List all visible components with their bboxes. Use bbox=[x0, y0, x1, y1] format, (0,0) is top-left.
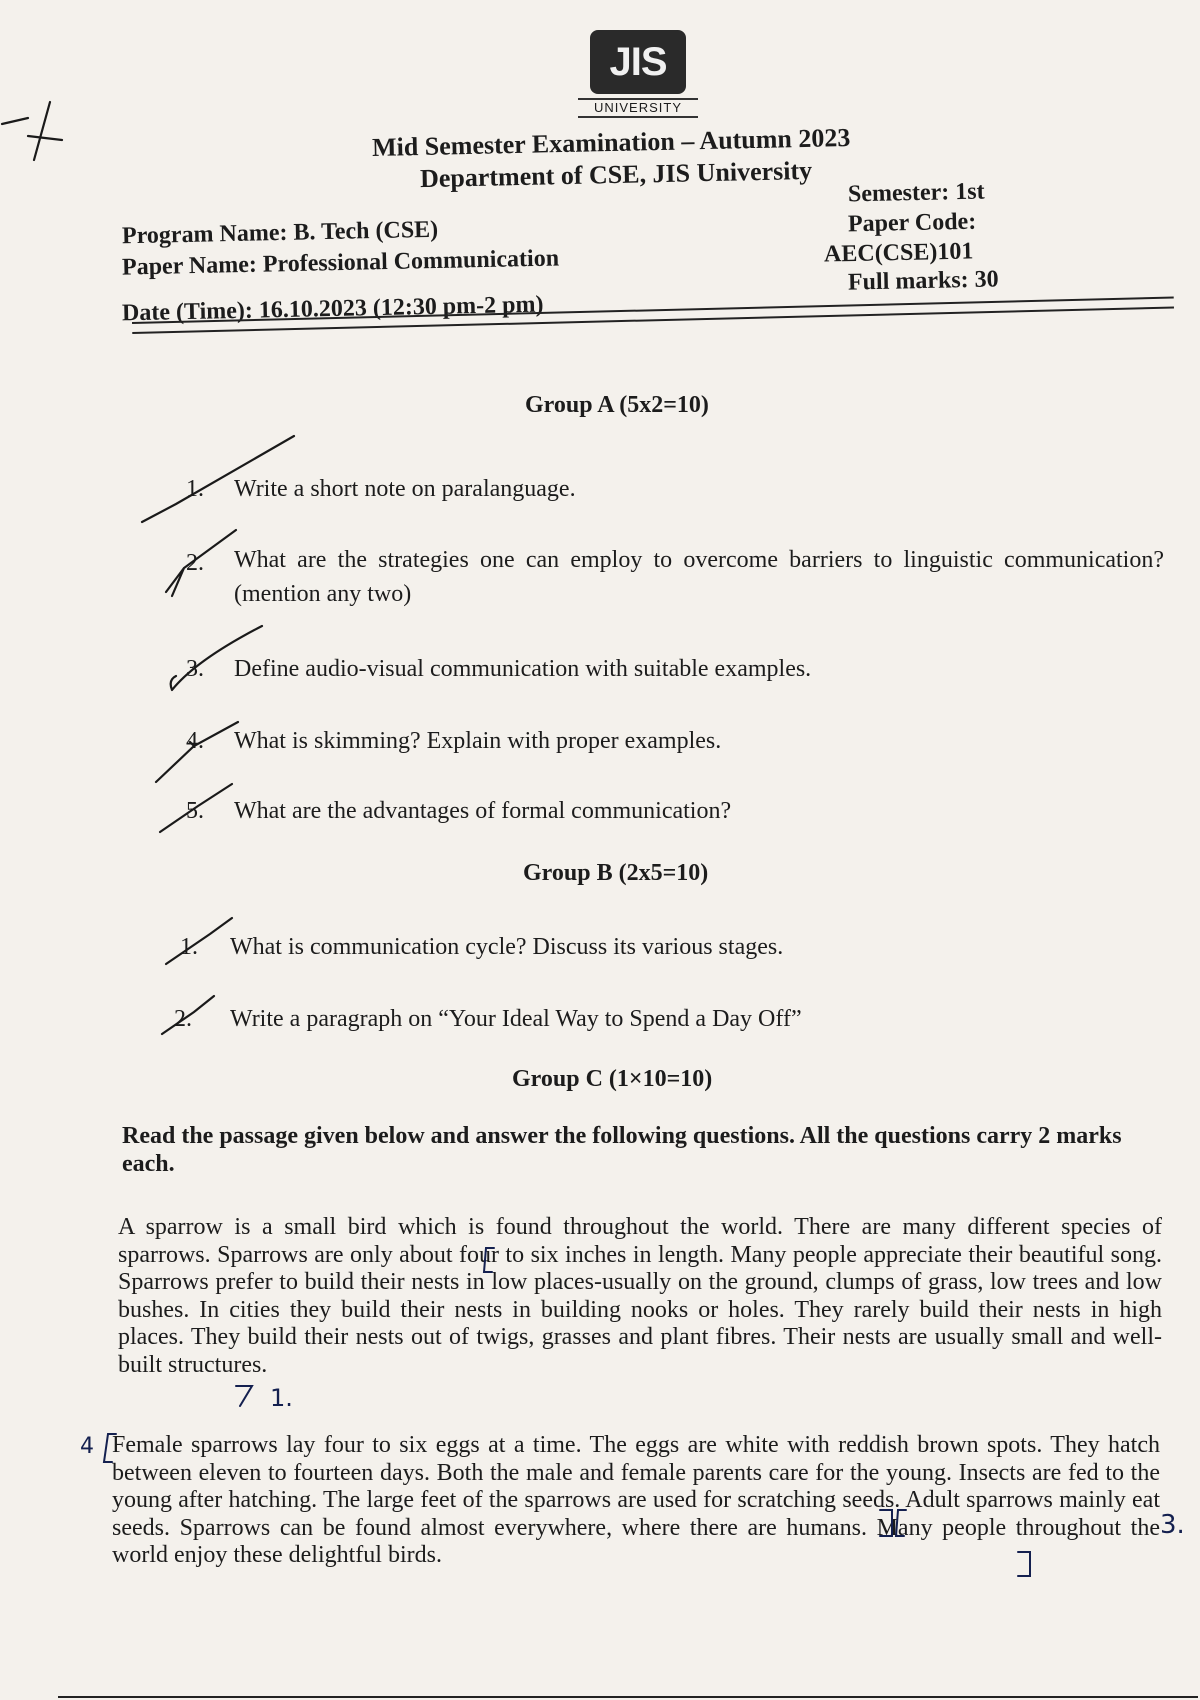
tick-mark-a3 bbox=[171, 626, 262, 690]
tick-mark-a1 bbox=[142, 436, 294, 522]
group-a-q1-text: Write a short note on paralanguage. bbox=[234, 476, 576, 502]
handwritten-mark-1: 1. bbox=[270, 1384, 293, 1412]
tick-mark-a2 bbox=[166, 530, 236, 596]
group-a-q4-text: What is skimming? Explain with proper examples. bbox=[234, 728, 722, 754]
bottom-divider bbox=[58, 1696, 1198, 1698]
passage-paragraph-1: A sparrow is a small bird which is found throughout the world. There are many different species of sparrows. Sparrows are only about four to six inches in length. Many people appreciate their beautiful song. Sparrows prefer to build their nests in low places-usually on the ground, clumps of grass, low trees and low bushes. In cities they build their nests in building nooks or holes. They rarely build their nests in high places. They build their nests out of twigs, grasses and plant fibres. Their nests are usually small and well-built structures. bbox=[118, 1214, 1162, 1378]
handwritten-mark-4: 4 bbox=[80, 1434, 94, 1459]
bracket-open-2 bbox=[104, 1434, 116, 1462]
university-logo-subtitle: UNIVERSITY bbox=[578, 98, 698, 118]
program-name: Program Name: B. Tech (CSE) bbox=[121, 216, 439, 250]
group-a-q1-number: 1. bbox=[186, 476, 204, 502]
paper-name: Paper Name: Professional Communication bbox=[121, 245, 560, 281]
group-c-instruction: Read the passage given below and answer the following questions. All the questions carry 2 marks each. bbox=[122, 1123, 1122, 1177]
group-a-q5-number: 5. bbox=[186, 798, 204, 824]
full-marks: Full marks: 30 bbox=[847, 266, 999, 296]
tick-mark-b1 bbox=[166, 918, 232, 964]
date-time: Date (Time): 16.10.2023 (12:30 pm-2 pm) bbox=[121, 291, 544, 327]
bracket-close-1 bbox=[236, 1386, 252, 1406]
tick-mark-corner bbox=[2, 102, 62, 160]
group-a-q3-text: Define audio-visual communication with suitable examples. bbox=[234, 656, 812, 682]
group-b-q2-number: 2. bbox=[174, 1006, 192, 1032]
group-a-q3-number: 3. bbox=[186, 656, 204, 682]
group-a-q2-number: 2. bbox=[186, 550, 204, 576]
department-title: Department of CSE, JIS University bbox=[419, 155, 813, 194]
bracket-open-3 bbox=[896, 1510, 906, 1536]
group-a-q2-text: What are the strategies one can employ to overcome barriers to linguistic communication? (mention any two) bbox=[234, 547, 1164, 607]
university-logo: JIS bbox=[590, 30, 686, 94]
semester: Semester: 1st bbox=[847, 178, 985, 208]
handwritten-mark-3: 3. bbox=[1160, 1510, 1185, 1540]
bracket-close-2 bbox=[880, 1510, 892, 1536]
tick-mark-a4 bbox=[156, 722, 238, 782]
group-a-q4-number: 4. bbox=[186, 728, 204, 754]
passage-paragraph-2: Female sparrows lay four to six eggs at a time. The eggs are white with reddish brown spots. They hatch between eleven to fourteen days. Both the male and female parents care for the young. Insects are fed to the young after hatching. The large feet of the sparrows are used for scratching seeds. Adult sparrows mainly eat seeds. Sparrows can be found almost everywhere, where there are humans. Many people throughout the world enjoy these delightful birds. bbox=[112, 1432, 1160, 1568]
group-a-title: Group A (5x2=10) bbox=[525, 392, 709, 418]
group-b-q1-text: What is communication cycle? Discuss its various stages. bbox=[230, 934, 784, 960]
group-a-q5-text: What are the advantages of formal communication? bbox=[234, 798, 732, 824]
bracket-close-3 bbox=[1018, 1552, 1030, 1576]
tick-mark-a5 bbox=[160, 784, 232, 832]
group-b-title: Group B (2x5=10) bbox=[523, 860, 709, 886]
paper-code: AEC(CSE)101 bbox=[823, 238, 974, 268]
tick-mark-b2 bbox=[162, 996, 214, 1034]
bracket-open-1 bbox=[484, 1248, 494, 1272]
group-b-q2-text: Write a paragraph on “Your Ideal Way to Spend a Day Off” bbox=[230, 1006, 802, 1032]
paper-code-label: Paper Code: bbox=[847, 208, 977, 238]
exam-title: Mid Semester Examination – Autumn 2023 bbox=[371, 122, 851, 163]
group-b-q1-number: 1. bbox=[180, 934, 198, 960]
group-c-title: Group C (1×10=10) bbox=[512, 1066, 713, 1092]
